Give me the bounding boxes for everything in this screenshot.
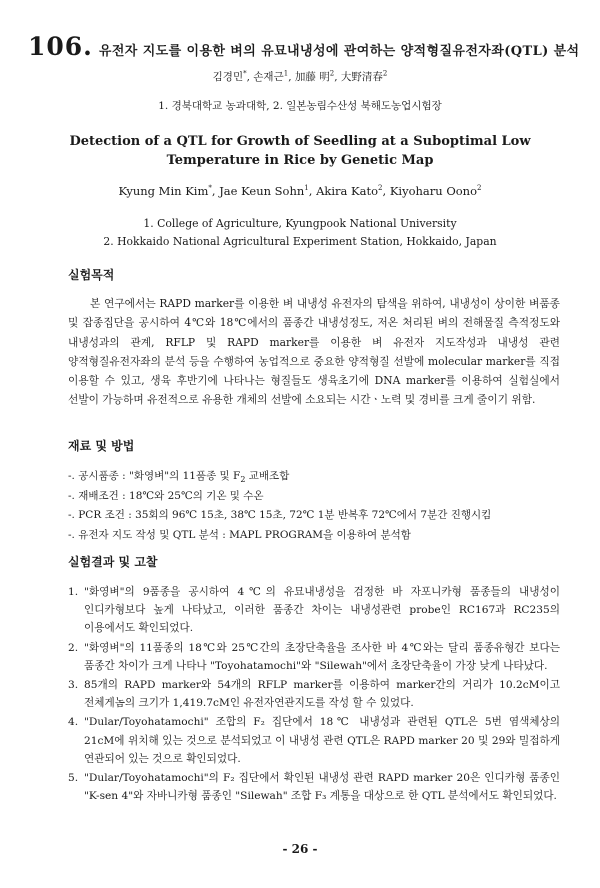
author-mark: 2 — [382, 69, 388, 78]
author-separator: , — [288, 71, 295, 83]
author-name: Kiyoharu Oono — [389, 184, 478, 198]
abstract-number: 106. — [28, 32, 93, 61]
author-mark: 1 — [304, 184, 309, 193]
methods-item-text: -. 공시품종 : "화영벼"의 11품종 및 F — [68, 470, 241, 482]
result-text: 85개의 RAPD marker와 54개의 RFLP marker를 이용하여 marker간의 거리가 10.2cM이고 전체게놈의 크기가 1,419.7cM인 유전자연관지도를 작성 할 수 있었다. — [84, 679, 560, 710]
result-number: 4. — [68, 716, 79, 729]
author-separator: , — [382, 184, 390, 198]
objective-body: 본 연구에서는 RAPD marker를 이용한 벼 내냉성 유전자의 탐색을 위하여, 내냉성이 상이한 벼품종 및 잡종집단을 공시하여 4℃와 18℃에서의 품종간 내냉성정도, 저온 처리된 벼의 전해물질 측적정도와 내냉성과의 관계, RFLP 및 RAPD marker를 이용한 벼 유전자 지도작성과 내냉성 관련 양적형질유전자좌의 분석 등을 수행하여 농업적으로 중요한 양적형질 선발에 molecular marker를 직접 이용할 수 있고, 생육 후반기에 나타나는 형질들도 생육초기에 DNA marker를 이용하여 실험실에서 선발이 가능하며 유전적으로 유용한 개체의 선발에 소요되는 시간ㆍ노력 및 경비를 크게 줄이기 위함. — [68, 297, 560, 407]
result-number: 2. — [68, 641, 79, 654]
author-separator: , — [308, 184, 317, 198]
korean-authors — [0, 69, 600, 84]
author-mark: * — [208, 184, 212, 193]
result-number: 3. — [68, 679, 79, 692]
author-separator: , — [211, 184, 220, 198]
english-title: Detection of a QTL for Growth of Seedling at a Suboptimal Low Temperature in Rice by Genetic Map — [69, 134, 531, 168]
author-mark: * — [243, 69, 247, 78]
methods-item-text: -. 재배조건 : 18℃와 25℃의 기온 및 수온 — [68, 489, 264, 502]
author-separator: , — [334, 71, 341, 83]
result-item — [68, 583, 560, 638]
author-name: Akira Kato — [316, 184, 379, 198]
methods-item — [68, 506, 568, 526]
result-item — [68, 639, 560, 675]
affiliation-line: 2. Hokkaido National Agricultural Experiment Station, Hokkaido, Japan — [103, 235, 497, 248]
methods-item — [68, 467, 568, 487]
author-name: 김경민 — [212, 71, 244, 83]
result-item — [68, 713, 560, 768]
author-name: 손재근 — [253, 71, 284, 83]
author-separator: , — [246, 71, 254, 83]
author-name: Kyung Min Kim — [118, 184, 209, 198]
methods-item-text: -. PCR 조건 : 35회의 96℃ 15초, 38℃ 15초, 72℃ 1분 반복후 72℃에서 7분간 진행시킴 — [68, 509, 492, 521]
methods-item-sub: 2 — [240, 475, 246, 485]
result-item — [68, 769, 560, 805]
result-text: "화영벼"의 11품종의 18℃와 25℃간의 초장단축율을 조사한 바 4℃와는 달리 품종유형간 보다는 품종간 차이가 크게 나타나 "Toyohatamochi"와 "Silewah"에서 초장단축율이 가장 낮게 나타났다. — [84, 641, 560, 672]
methods-item-text: -. 유전자 지도 작성 및 QTL 분석 : MAPL PROGRAM을 이용하여 분석함 — [68, 528, 411, 541]
author-mark: 2 — [329, 69, 335, 78]
result-text: "화영벼"의 9품종을 공시하여 4℃의 유묘내냉성을 검정한 바 자포니카형 품종들의 내냉성이 인디카형보다 높게 나타났고, 이러한 품종간 차이는 내냉성관련 probe인 RC167과 RC235의 이용에서도 확인되었다. — [84, 586, 560, 635]
english-authors — [0, 184, 600, 198]
methods-item — [68, 487, 568, 507]
methods-list — [68, 467, 568, 545]
page-number: - 26 - — [282, 842, 318, 856]
methods-item — [68, 526, 568, 546]
result-text: "Dular/Toyohatamochi" 조합의 F₂ 집단에서 18℃ 내냉성과 관련된 QTL은 5번 염색체상의 21cM에 위치해 있는 것으로 분석되었고 이 내냉성 관련 QTL은 RAPD marker 20 및 29와 밀접하게 연관되어 있는 것으로 확인되었다. — [84, 716, 560, 765]
author-mark: 2 — [378, 184, 383, 193]
results-list — [68, 583, 560, 806]
result-item — [68, 676, 560, 712]
result-number: 1. — [68, 586, 79, 598]
author-mark: 1 — [283, 69, 289, 78]
korean-affiliations: 1. 경북대학교 농과대학, 2. 일본농림수산성 북해도농업시험장 — [158, 100, 442, 112]
result-number: 5. — [68, 772, 79, 785]
author-mark: 2 — [477, 184, 482, 193]
result-text: "Dular/Toyohatamochi"의 F₂ 집단에서 확인된 내냉성 관련 RAPD marker 20은 인디카형 품종인 "K-sen 4"와 자바니카형 품종인 "Silewah" 조합 F₃ 계통을 대상으로 한 QTL 분석에서도 확인되었다. — [84, 772, 560, 803]
english-affiliations — [0, 215, 600, 251]
korean-title: 유전자 지도를 이용한 벼의 유묘내냉성에 관여하는 양적형질유전자좌(QTL) 분석 — [98, 44, 580, 59]
methods-item-tail: 교배조합 — [245, 470, 290, 482]
author-name: Jae Keun Sohn — [219, 184, 305, 198]
results-heading: 실험결과 및 고찰 — [68, 555, 158, 569]
methods-heading: 재료 및 방법 — [68, 439, 135, 453]
affiliation-line: 1. College of Agriculture, Kyungpook National University — [143, 217, 457, 230]
title-row — [28, 32, 588, 61]
author-name: 加藤 明 — [294, 71, 330, 83]
author-name: 大野清春 — [340, 71, 383, 83]
objective-heading: 실험목적 — [68, 268, 115, 282]
